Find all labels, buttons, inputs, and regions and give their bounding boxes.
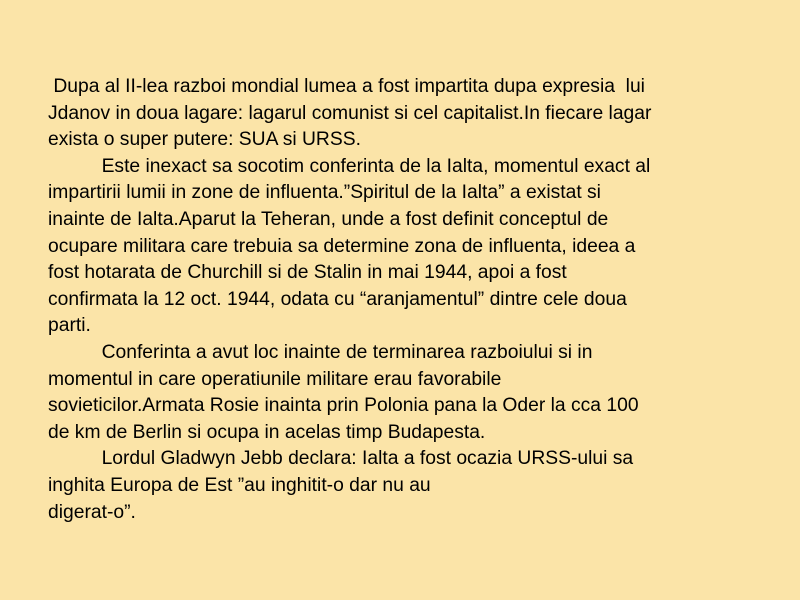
text-line: ocupare militara care trebuia sa determine zona de influenta, ideea a (48, 235, 636, 257)
text-line: Lordul Gladwyn Jebb declara: Ialta a fost ocazia URSS-ului sa (48, 448, 634, 470)
text-line: Jdanov in doua lagare: lagarul comunist si cel capitalist.In fiecare lagar (48, 102, 652, 124)
text-line: confirmata la 12 oct. 1944, odata cu “aranjamentul” dintre cele doua (48, 288, 627, 310)
body-text (48, 74, 768, 526)
text-line: Dupa al II-lea razboi mondial lumea a fost impartita dupa expresia lui (48, 76, 645, 97)
text-line: parti. (48, 315, 91, 337)
text-line: impartirii lumii in zone de influenta.”Spiritul de la Ialta” a existat si (48, 182, 601, 204)
text-line: momentul in care operatiunile militare erau favorabile (48, 368, 502, 390)
text-line: inainte de Ialta.Aparut la Teheran, unde a fost definit conceptul de (48, 208, 609, 230)
text-line: inghita Europa de Est ”au inghitit-o dar nu au (48, 474, 431, 496)
text-line: exista o super putere: SUA si URSS. (48, 129, 361, 151)
text-line: digerat-o”. (48, 501, 136, 523)
text-line: Este inexact sa socotim conferinta de la Ialta, momentul exact al (48, 155, 651, 177)
text-line: fost hotarata de Churchill si de Stalin in mai 1944, apoi a fost (48, 262, 567, 284)
text-line: de km de Berlin si ocupa in acelas timp Budapesta. (48, 421, 486, 443)
text-line: sovieticilor.Armata Rosie inainta prin Polonia pana la Oder la cca 100 (48, 395, 639, 417)
text-line: Conferinta a avut loc inainte de terminarea razboiului si in (48, 341, 593, 363)
